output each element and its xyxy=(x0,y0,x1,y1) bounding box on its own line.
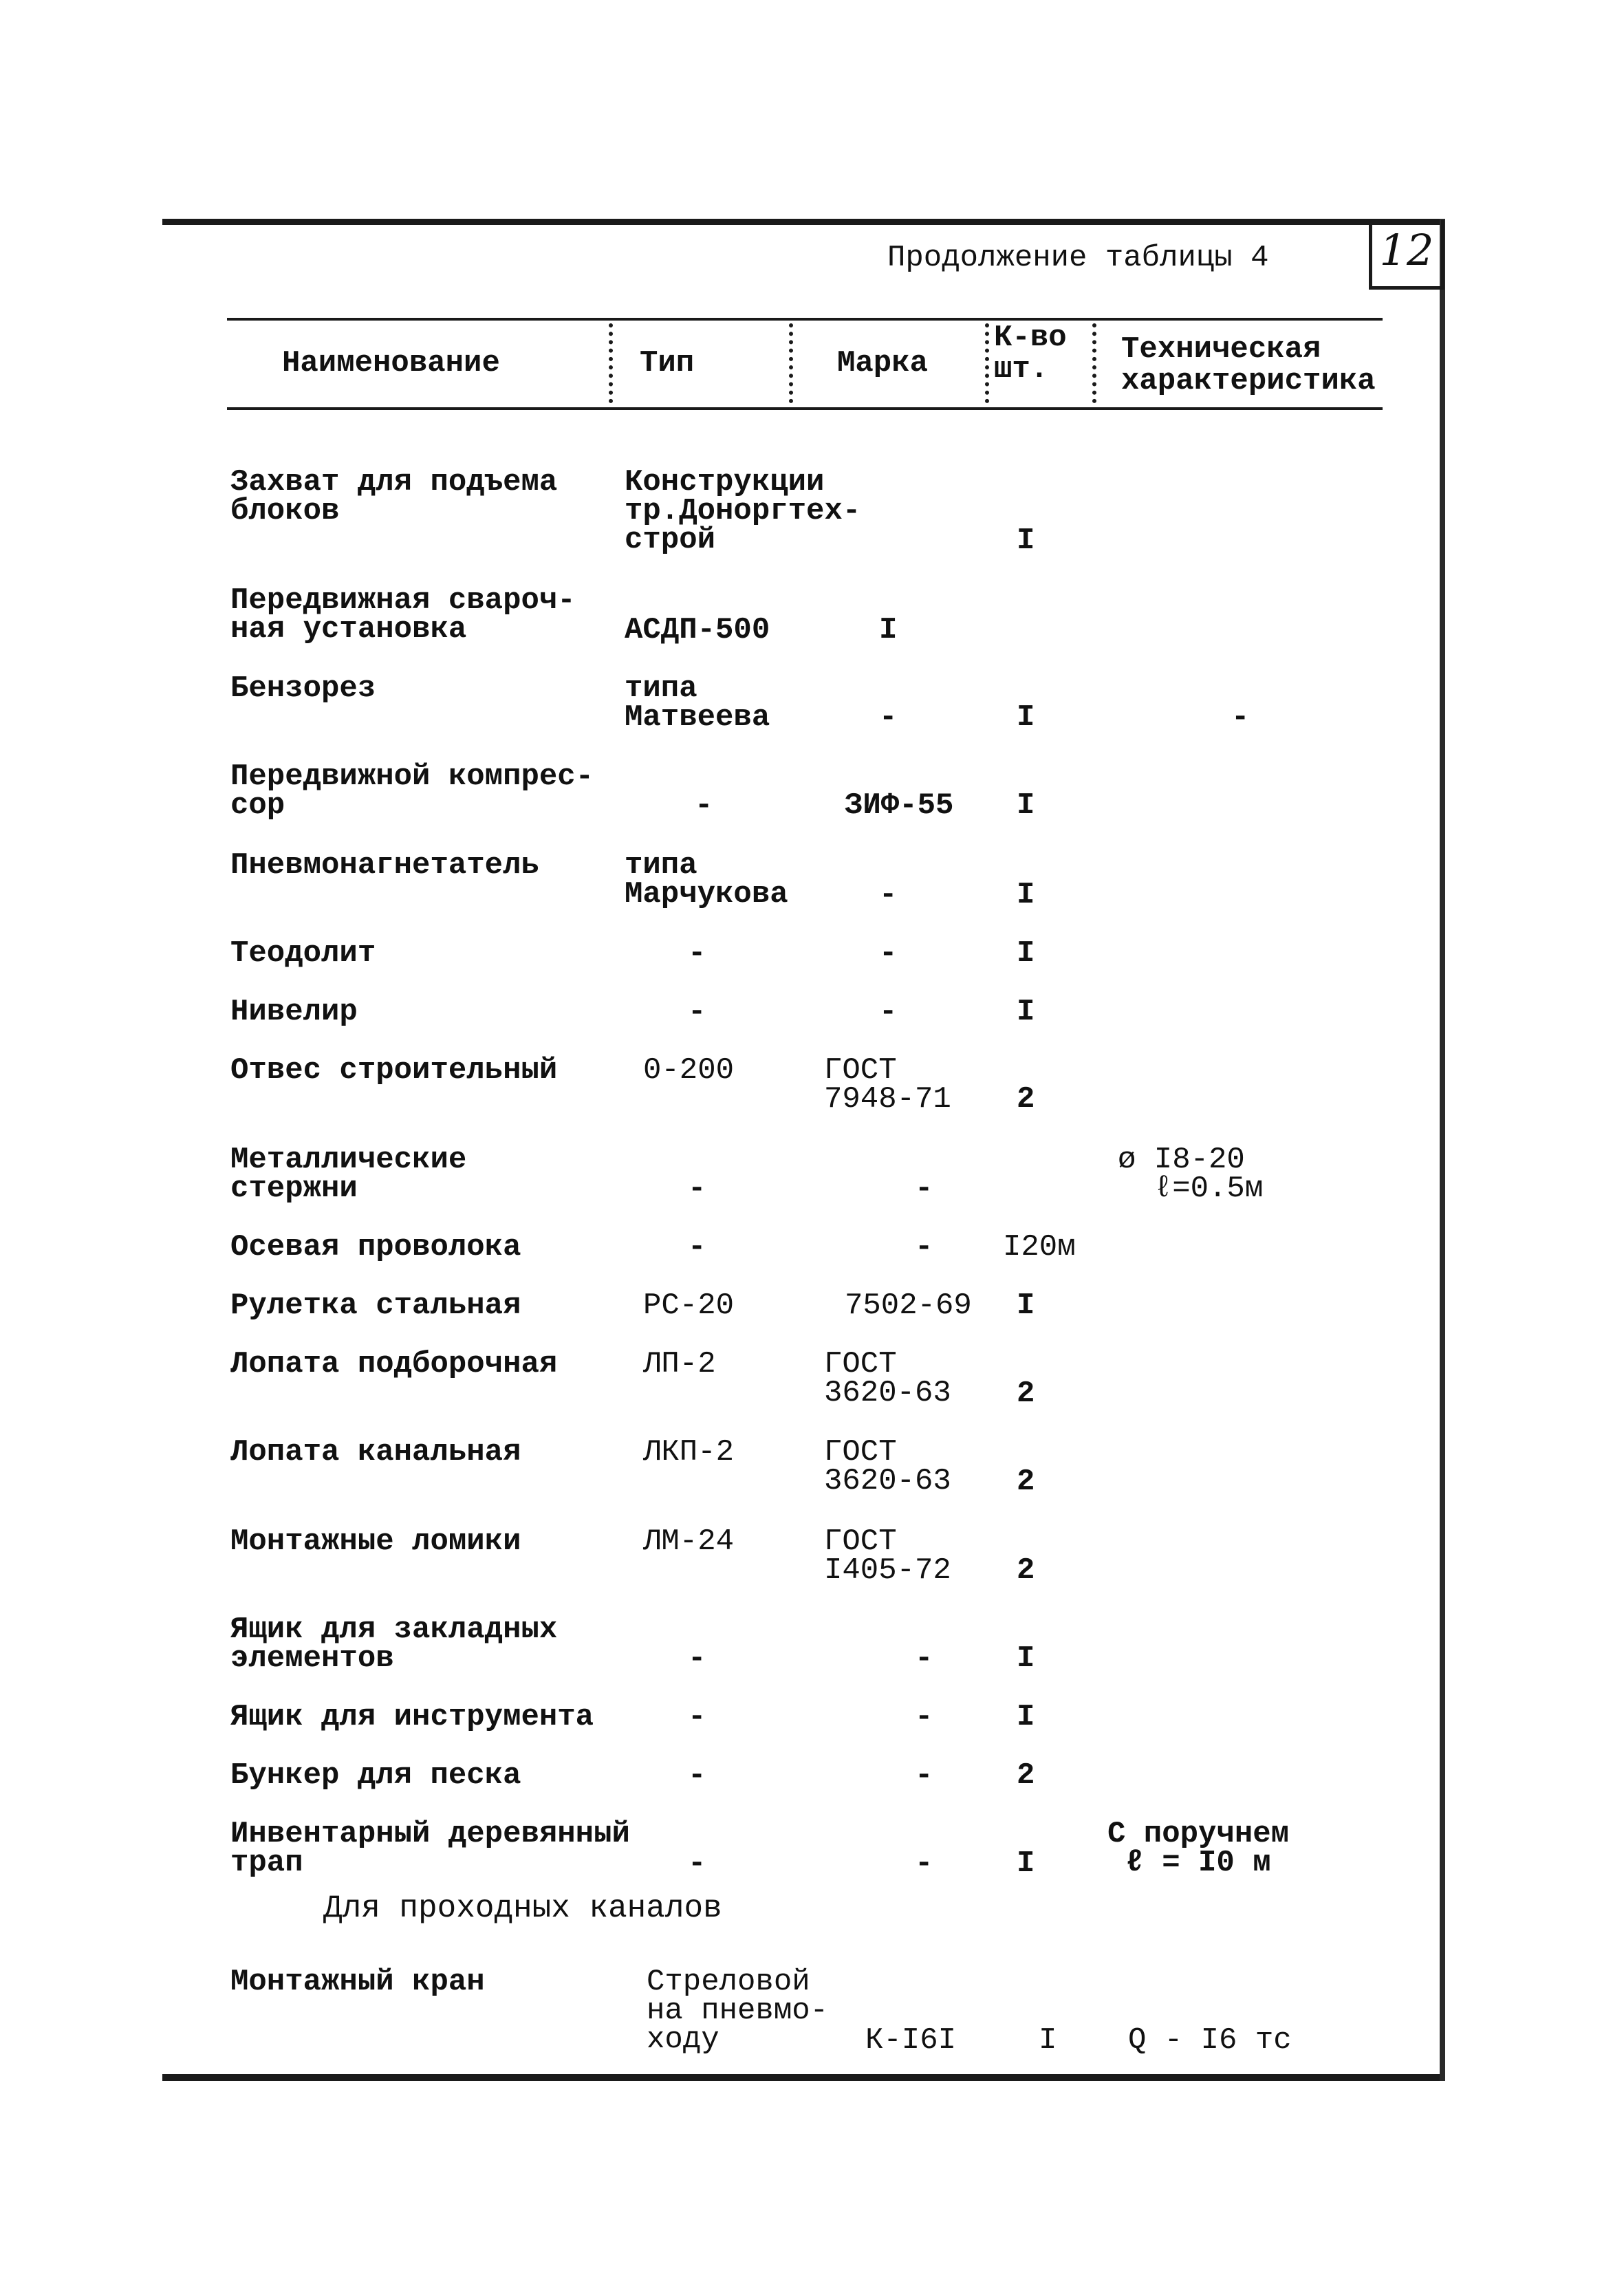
row-name: Ящик для инструмента xyxy=(230,1700,594,1734)
row-name: Передвижная свароч- ная установка xyxy=(230,583,576,647)
row-name: Монтажные ломики xyxy=(230,1524,521,1559)
row-type: - xyxy=(688,1758,706,1793)
row-qty: 2 xyxy=(1017,1465,1035,1499)
row-mark: - xyxy=(915,1758,933,1793)
row-qty: I20м xyxy=(1003,1230,1076,1264)
row-type: типа Матвеева xyxy=(625,671,770,735)
row-mark: - xyxy=(879,995,898,1029)
column-separator xyxy=(985,323,989,403)
header-name: Наименование xyxy=(282,346,500,380)
row-mark: ГОСТ I405-72 xyxy=(824,1524,951,1588)
row-type: - xyxy=(688,1230,706,1264)
crane-type: Стреловой на пневмо- ходу xyxy=(647,1965,829,2057)
header-type: Тип xyxy=(640,346,695,380)
row-type: РС-20 xyxy=(643,1289,735,1323)
row-name: Пневмонагнетатель xyxy=(230,848,539,883)
row-mark: - xyxy=(915,1172,933,1206)
row-name: Захват для подъема блоков xyxy=(230,465,558,528)
row-qty: I xyxy=(1017,995,1035,1029)
column-separator xyxy=(1092,323,1096,403)
row-type: ЛКП-2 xyxy=(643,1435,735,1469)
row-qty: I xyxy=(1017,700,1035,735)
row-name: Осевая проволока xyxy=(230,1230,521,1264)
row-qty: 2 xyxy=(1017,1553,1035,1588)
row-type: - xyxy=(688,995,706,1029)
row-mark: - xyxy=(915,1700,933,1734)
row-mark: ГОСТ 7948-71 xyxy=(824,1053,951,1117)
crane-qty: I xyxy=(1039,2023,1057,2058)
row-mark: - xyxy=(915,1846,933,1881)
row-name: Нивелир xyxy=(230,995,358,1029)
row-qty: I xyxy=(1017,1846,1035,1881)
row-type: Конструкции тр.Доноргтех- строй xyxy=(625,465,861,557)
header-bottom-rule xyxy=(227,407,1383,410)
row-qty: I xyxy=(1017,1641,1035,1676)
row-type: - xyxy=(688,1641,706,1676)
row-type: - xyxy=(688,1846,706,1881)
row-type: 0-200 xyxy=(643,1053,735,1088)
row-spec: - xyxy=(1231,700,1250,735)
row-type: типа Марчукова xyxy=(625,848,788,912)
row-mark: - xyxy=(915,1230,933,1264)
row-name: Лопата канальная xyxy=(230,1435,521,1469)
row-type: - xyxy=(688,1172,706,1206)
header-top-rule xyxy=(227,318,1383,321)
row-mark: ГОСТ 3620-63 xyxy=(824,1435,951,1498)
table-caption: Продолжение таблицы 4 xyxy=(887,241,1269,275)
row-name: Бункер для песка xyxy=(230,1758,521,1793)
crane-spec: Q - I6 тс xyxy=(1128,2023,1292,2058)
row-mark: ЗИФ-55 xyxy=(845,788,954,823)
crane-mark: К-I6I xyxy=(865,2023,957,2058)
frame-bottom-line xyxy=(162,2074,1443,2081)
row-spec: С поручнем ℓ = I0 м xyxy=(1107,1817,1290,1880)
row-name: Инвентарный деревянный трап xyxy=(230,1817,630,1880)
row-qty: I xyxy=(1017,1289,1035,1323)
row-qty: 2 xyxy=(1017,1082,1035,1117)
row-name: Лопата подборочная xyxy=(230,1347,558,1381)
column-separator xyxy=(609,323,613,403)
frame-top-line xyxy=(162,219,1443,225)
row-type: ЛП-2 xyxy=(643,1347,716,1381)
row-qty: 2 xyxy=(1017,1377,1035,1411)
row-mark: I xyxy=(879,613,898,647)
row-type: - xyxy=(688,936,706,971)
row-mark: - xyxy=(879,936,898,971)
row-type: - xyxy=(688,1700,706,1734)
row-qty: 2 xyxy=(1017,1758,1035,1793)
page-number: 12 xyxy=(1369,220,1444,290)
row-type: - xyxy=(695,788,713,823)
row-qty: I xyxy=(1017,524,1035,558)
row-mark: ГОСТ 3620-63 xyxy=(824,1347,951,1410)
row-mark: 7502-69 xyxy=(845,1289,972,1323)
row-type: АСДП-500 xyxy=(625,613,770,647)
row-name: Теодолит xyxy=(230,936,376,971)
row-mark: - xyxy=(879,700,898,735)
header-spec: Техническая характеристика xyxy=(1121,332,1376,398)
row-name: Металлические стержни xyxy=(230,1143,467,1206)
row-name: Рулетка стальная xyxy=(230,1289,521,1323)
row-qty: I xyxy=(1017,878,1035,912)
row-qty: I xyxy=(1017,1700,1035,1734)
column-separator xyxy=(789,323,793,403)
crane-name: Монтажный кран xyxy=(230,1965,485,1999)
row-name: Бензорез xyxy=(230,671,376,706)
row-name: Передвижной компрес- сор xyxy=(230,759,594,823)
row-spec: ø I8-20 ℓ=0.5м xyxy=(1118,1143,1264,1206)
header-mark: Марка xyxy=(837,346,929,380)
row-qty: I xyxy=(1017,788,1035,823)
row-mark: - xyxy=(915,1641,933,1676)
section-title: Для проходных каналов xyxy=(323,1890,722,1926)
row-mark: - xyxy=(879,878,898,912)
row-qty: I xyxy=(1017,936,1035,971)
row-name: Ящик для закладных элементов xyxy=(230,1613,558,1676)
frame-right-line xyxy=(1440,219,1445,2081)
row-name: Отвес строительный xyxy=(230,1053,558,1088)
header-qty: К-во шт. xyxy=(994,321,1067,387)
row-type: ЛМ-24 xyxy=(643,1524,735,1559)
